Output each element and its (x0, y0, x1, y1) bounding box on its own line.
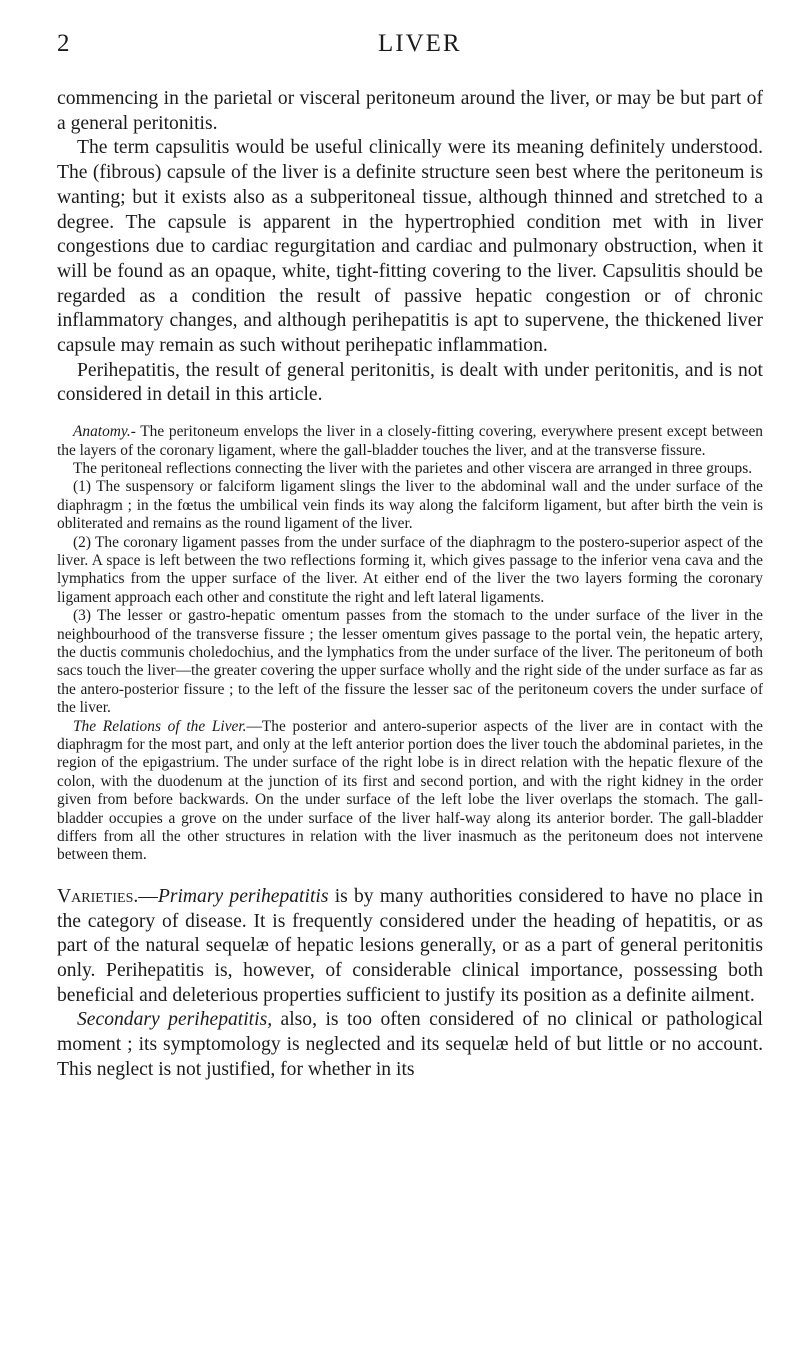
page-header (0, 30, 801, 64)
anatomy-paragraph: (2) The coronary ligament passes from the under surface of the diaphragm to the postero-superior aspect of the liver. A space is left between the two reflections forming it, which gives passage to the inferior vena cava and the lymphatics from the upper surface of the liver. At either end of the liver the two layers forming the coronary ligament approach each other and constitute the right and left lateral ligaments. (57, 533, 763, 606)
varieties-paragraph (57, 885, 763, 1009)
secondary-perihepatitis-text: also, is too often considered of no clinical or pathological moment ; its symptomology is neglected and its sequelæ held of but little or no account. This neglect is not justified, for whether in its (57, 1009, 763, 1080)
anatomy-paragraph: (1) The suspensory or falciform ligament slings the liver to the abdominal wall and the under surface of the diaphragm ; in the fœtus the umbilical vein finds its way along the falciform ligament, but after birth the vein is obliterated and remains as the round ligament of the liver. (57, 478, 763, 533)
intro-paragraph-2: The term capsulitis would be useful clinically were its meaning definitely understood. The (fibrous) capsule of the liver is a definite structure seen best where the peritoneum is wanting; but it exists also as a subperitoneal tissue, although thinned and stretched to a degree. The capsule is apparent in the hypertrophied condition met with in liver congestions due to cardiac regurgitation and cardiac and pulmonary obstruction, when it will be found as an opaque, white, tight-fitting covering to the liver. Capsulitis should be regarded as a condition the result of passive hepatic congestion or of chronic inflammatory changes, and although perihepatitis is apt to supervene, the thickened liver capsule may remain as such without perihepatic inflammation. (57, 137, 763, 357)
relations-paragraph (57, 718, 763, 865)
intro-paragraph-3: Perihepatitis, the result of general peritonitis, is dealt with under peritonitis, and is not considered in detail in this article. (57, 359, 763, 406)
page-number: 2 (57, 30, 71, 57)
relations-heading: The Relations of the Liver. (73, 717, 247, 735)
anatomy-paragraph: The peritoneal reflections connecting the liver with the parietes and other viscera are arranged in three groups. (73, 459, 753, 477)
anatomy-heading: Anatomy.- (73, 423, 136, 441)
page-body (57, 87, 763, 1083)
anatomy-paragraph: (3) The lesser or gastro-hepatic omentum passes from the stomach to the under surface of the liver in the neighbourhood of the transverse fissure ; the lesser omentum gives passage to the portal vein, the hepatic artery, the ductis communis choledochius, and the lymphatics from the under surface of the liver. The peritoneum of both sacs touch the liver—the greater covering the upper surface wholly and the right side of the under surface as far as the antero-posterior fissure ; to the left of the fissure the lesser sac of the peritoneum covers the under surface of the liver. (57, 607, 763, 717)
varieties-label: Varieties. (57, 885, 139, 907)
primary-perihepatitis-term: Primary perihepatitis (157, 885, 329, 907)
running-head: LIVER (378, 30, 462, 57)
varieties-section (57, 885, 763, 1083)
secondary-perihepatitis-term: Secondary perihepatitis, (77, 1009, 273, 1031)
varieties-dash: — (138, 885, 158, 907)
intro-paragraph-1: commencing in the parietal or visceral peritoneum around the liver, or may be but part of a general peritonitis. (57, 88, 763, 134)
anatomy-section (57, 423, 763, 865)
anatomy-first-text: The peritoneum envelops the liver in a closely-fitting covering, everywhere present except between the layers of the coronary ligament, where the gall-bladder touches the liver, and at the transverse fissure. (57, 423, 763, 459)
anatomy-first-paragraph (57, 423, 763, 460)
relations-text: —The posterior and antero-superior aspects of the liver are in contact with the diaphragm for the most part, and only at the left anterior portion does the liver touch the abdominal parietes, in the region of the epigastrium. The under surface of the right lobe is in direct relation with the hepatic flexure of the colon, with the duodenum at the junction of its first and second portion, and with the right kidney in the order given from before backwards. On the under surface of the left lobe the liver overlaps the stomach. The gall-bladder occupies a grove on the under surface of the liver half-way along its anterior border. The gall-bladder differs from all the other structures in relation with the liver inasmuch as the peritoneum does not intervene between them. (57, 717, 764, 864)
secondary-paragraph (57, 1008, 763, 1082)
primary-perihepatitis-text: is by many authorities considered to have no place in the category of disease. It is frequently considered under the heading of hepatitis, or as part of the natural sequelæ of hepatic lesions generally, or as a part of general peritonitis only. Perihepatitis is, however, of considerable clinical importance, possessing both beneficial and deleterious properties sufficient to justify its position as a definite ailment. (57, 885, 763, 1006)
